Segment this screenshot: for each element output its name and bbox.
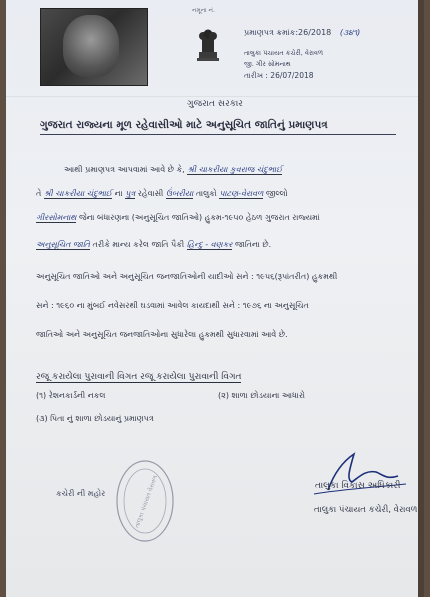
form-label: નમૂના નં. [192, 7, 215, 14]
office-seal-label: કચેરી ની મહોર [56, 489, 106, 498]
proof-item-3: (૩) પિતા નું શાળા છોડયાનું પ્રમાણપત્ર [36, 414, 154, 423]
proof-item-2: (૨) શાળા છોડયાના આધારો [218, 391, 305, 400]
body-line-1 [64, 165, 282, 175]
handwritten-number: (૩૪૧) [339, 28, 361, 37]
applicant-name: શ્રી ચાકરીયા કુવરાજ ચંદુભાઈ [187, 165, 283, 174]
paper-edge [418, 0, 424, 597]
body-line-6: સને : ૧૯૬૦ ના મુંબઈ નવેસરથી ઘડવામાં આવેલ કાયદાથી સને : ૧૯૭૬ ના અનુસૂચિત [36, 301, 309, 310]
relation: પુત્ર [125, 189, 136, 198]
certificate-title: ગુજરાત રાજ્યના મૂળ રહેવાસીઓ માટે અનુસૂચિત જાતિનું પ્રમાણપત્ર [40, 119, 396, 135]
issuing-office: તાલુકા પંચાયત કચેરી, વેરાવળ [244, 49, 324, 57]
category: અનુસૂચિત જાતિ [36, 240, 90, 249]
body-line-3 [36, 213, 320, 223]
issuing-district: જી. ગીર સોમનાથ [244, 60, 291, 68]
body-line-2 [36, 189, 288, 199]
certificate-number-text: પ્રમાણપત્ર ક્રમાંક:26/2018 [244, 28, 332, 37]
body-line-4 [36, 240, 271, 250]
government-heading: ગુજરાત સરકાર [187, 99, 243, 109]
state-emblem-icon [194, 28, 222, 62]
body-text: રહેવાસી [137, 189, 164, 198]
officer-title: તાલુકા વિકાસ અધિકારી [315, 481, 401, 491]
officer-signature-icon [306, 450, 416, 500]
father-name: શ્રી ચાકરીયા ચંદુભાઈ [43, 189, 113, 198]
district: ગીરસોમનાથ [36, 213, 77, 222]
body-text: તાલુકો [195, 189, 217, 198]
body-line-7: જાતિઓ અને અનુસૂચિત જનજાતિઓના સુધારેલા હુકમથી સુધારવામાં આવે છે. [36, 330, 288, 339]
applicant-photo [40, 8, 148, 86]
body-text: જાતિના છે. [234, 240, 272, 249]
body-text: જીલ્લો [265, 189, 288, 198]
body-line-5: અનુસૂચિત જાતિઓ અને અનુસૂચિત જનજાતિઓની યાદીઓ સને : ૧૯૫૬(રૂપાંતરીત) હુકમથી [36, 272, 338, 281]
body-text: ના [114, 189, 123, 198]
caste: હિન્દુ - વણકર [186, 240, 233, 249]
photo-face [63, 15, 119, 77]
body-text: તે [36, 189, 42, 198]
stamp-text: તાલુકા પંચાયત વેરાવળ [133, 474, 160, 529]
issue-date: તારીખ : 26/07/2018 [244, 71, 314, 80]
proof-item-1: (૧) રેશનકાર્ડની નકલ [36, 391, 106, 400]
paper-fold [6, 96, 424, 97]
officer-office: તાલુકા પંચાયત કચેરી, વેરાવળ [314, 505, 418, 515]
proofs-heading: રજૂ કરાયેલા પુરાવાની વિગત રજૂ કરાયેલા પુરાવાની વિગત [36, 372, 242, 382]
round-stamp-icon [114, 458, 176, 544]
body-text: જેના બંધારણના (અનુસૂચિત જાતિઓ) હુકમ-૧૯૫૦ હેઠળ ગુજરાત રાજ્યમાં [79, 213, 320, 222]
body-text: આથી પ્રમાણપત્ર આપવામાં આવે છે કે, [64, 165, 185, 174]
certificate-paper [6, 0, 424, 597]
village: ઉંબરીયા [165, 189, 194, 198]
certificate-number [244, 28, 360, 38]
body-text: તરીકે માન્ય કરેલ જાતિ પૈકી [92, 240, 185, 249]
taluka: પાટણ-વેરાવળ [219, 189, 264, 198]
